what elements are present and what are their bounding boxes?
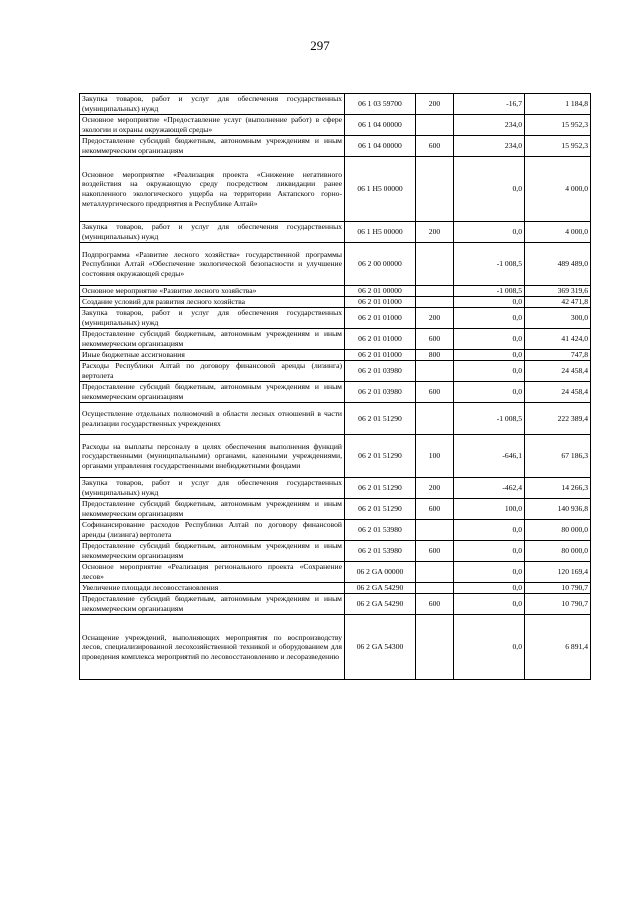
table-row — [80, 499, 591, 520]
table-row — [80, 583, 591, 594]
row-code-cell: 06 2 01 01000 — [345, 308, 416, 329]
row-total-cell: 14 266,3 — [525, 478, 591, 499]
table-row — [80, 478, 591, 499]
row-expense-type-cell — [416, 562, 454, 583]
row-change-cell: -1 008,5 — [454, 403, 525, 435]
row-code-cell: 06 2 GA 54300 — [345, 615, 416, 680]
row-name-cell: Основное мероприятие «Реализация проекта «Снижение негативного воздействия на окружающую среду посредством ликвидации ранее накопленного экологического ущерба на территории Актапского горно-металлургического предприятия в Республике Алтай» — [80, 157, 345, 222]
row-total-cell: 24 458,4 — [525, 361, 591, 382]
row-code-cell: 06 1 04 00000 — [345, 136, 416, 157]
row-code-cell: 06 2 01 53980 — [345, 541, 416, 562]
row-code-cell: 06 1 Н5 00000 — [345, 157, 416, 222]
row-total-cell: 80 000,0 — [525, 520, 591, 541]
table-row — [80, 562, 591, 583]
row-expense-type-cell — [416, 403, 454, 435]
row-total-cell: 300,0 — [525, 308, 591, 329]
table-row — [80, 243, 591, 286]
row-change-cell: 0,0 — [454, 615, 525, 680]
table-row — [80, 594, 591, 615]
row-expense-type-cell: 600 — [416, 382, 454, 403]
row-code-cell: 06 2 GA 54290 — [345, 583, 416, 594]
row-expense-type-cell: 200 — [416, 94, 454, 115]
table-row — [80, 403, 591, 435]
row-expense-type-cell: 600 — [416, 541, 454, 562]
table-row — [80, 115, 591, 136]
row-expense-type-cell: 600 — [416, 329, 454, 350]
table-row — [80, 435, 591, 478]
row-expense-type-cell — [416, 583, 454, 594]
table-row — [80, 157, 591, 222]
page-number: 297 — [310, 38, 330, 53]
row-total-cell: 80 000,0 — [525, 541, 591, 562]
row-total-cell: 120 169,4 — [525, 562, 591, 583]
row-total-cell: 1 184,8 — [525, 94, 591, 115]
row-code-cell: 06 2 01 01000 — [345, 329, 416, 350]
row-code-cell: 06 2 GA 54290 — [345, 594, 416, 615]
row-change-cell: -1 008,5 — [454, 286, 525, 297]
row-expense-type-cell — [416, 243, 454, 286]
row-total-cell: 10 790,7 — [525, 594, 591, 615]
row-name-cell: Подпрограмма «Развитие лесного хозяйства» государственной программы Республики Алтай «Обеспечение экологической безопасности и улучшение состояния окружающей среды» — [80, 243, 345, 286]
row-change-cell: 234,0 — [454, 136, 525, 157]
row-total-cell: 489 489,0 — [525, 243, 591, 286]
row-expense-type-cell — [416, 615, 454, 680]
table-row — [80, 541, 591, 562]
row-expense-type-cell — [416, 115, 454, 136]
row-code-cell: 06 1 Н5 00000 — [345, 222, 416, 243]
row-name-cell: Оснащение учреждений, выполняющих мероприятия по воспроизводству лесов, специализированной лесохозяйственной техникой и оборудованием для проведения комплекса мероприятий по лесовосстановлению и лесоразведению — [80, 615, 345, 680]
budget-table — [79, 93, 591, 680]
row-total-cell: 41 424,0 — [525, 329, 591, 350]
row-name-cell: Основное мероприятие «Развитие лесного хозяйства» — [80, 286, 345, 297]
row-name-cell: Основное мероприятие «Предоставление услуг (выполнение работ) в сфере экологии и охраны окружающей среды» — [80, 115, 345, 136]
table-row — [80, 94, 591, 115]
table-row — [80, 615, 591, 680]
row-expense-type-cell — [416, 157, 454, 222]
row-name-cell: Предоставление субсидий бюджетным, автономным учреждениям и иным некоммерческим организациям — [80, 136, 345, 157]
row-total-cell: 15 952,3 — [525, 136, 591, 157]
row-change-cell: 0,0 — [454, 583, 525, 594]
table-row — [80, 350, 591, 361]
table-row — [80, 382, 591, 403]
row-expense-type-cell — [416, 520, 454, 541]
row-expense-type-cell: 200 — [416, 478, 454, 499]
row-change-cell: 0,0 — [454, 350, 525, 361]
row-total-cell: 4 000,0 — [525, 222, 591, 243]
row-code-cell: 06 2 01 51290 — [345, 478, 416, 499]
row-expense-type-cell: 600 — [416, 594, 454, 615]
row-code-cell: 06 2 01 51290 — [345, 499, 416, 520]
row-code-cell: 06 2 01 00000 — [345, 286, 416, 297]
row-total-cell: 222 389,4 — [525, 403, 591, 435]
row-expense-type-cell: 600 — [416, 136, 454, 157]
row-name-cell: Предоставление субсидий бюджетным, автономным учреждениям и иным некоммерческим организациям — [80, 329, 345, 350]
row-expense-type-cell — [416, 361, 454, 382]
row-name-cell: Предоставление субсидий бюджетным, автономным учреждениям и иным некоммерческим организациям — [80, 499, 345, 520]
row-name-cell: Закупка товаров, работ и услуг для обеспечения государственных (муниципальных) нужд — [80, 94, 345, 115]
row-name-cell: Софинансирование расходов Республики Алтай по договору финансовой аренды (лизинга) вертолета — [80, 520, 345, 541]
table-row — [80, 361, 591, 382]
row-name-cell: Расходы Республики Алтай по договору финансовой аренды (лизинга) вертолета — [80, 361, 345, 382]
row-name-cell: Закупка товаров, работ и услуг для обеспечения государственных (муниципальных) нужд — [80, 222, 345, 243]
row-code-cell: 06 2 01 51290 — [345, 435, 416, 478]
row-expense-type-cell: 200 — [416, 308, 454, 329]
row-code-cell: 06 1 04 00000 — [345, 115, 416, 136]
row-code-cell: 06 2 01 01000 — [345, 350, 416, 361]
row-name-cell: Предоставление субсидий бюджетным, автономным учреждениям и иным некоммерческим организациям — [80, 382, 345, 403]
row-code-cell: 06 2 00 00000 — [345, 243, 416, 286]
row-total-cell: 4 000,0 — [525, 157, 591, 222]
row-code-cell: 06 2 01 03980 — [345, 361, 416, 382]
row-code-cell: 06 2 01 03980 — [345, 382, 416, 403]
row-name-cell: Основное мероприятие «Реализация регионального проекта «Сохранение лесов» — [80, 562, 345, 583]
row-name-cell: Осуществление отдельных полномочий в области лесных отношений в части реализации государственных учреждениях — [80, 403, 345, 435]
row-change-cell: 0,0 — [454, 361, 525, 382]
row-change-cell: 0,0 — [454, 297, 525, 308]
budget-table-body — [80, 94, 591, 680]
row-expense-type-cell — [416, 297, 454, 308]
table-row — [80, 308, 591, 329]
row-expense-type-cell: 800 — [416, 350, 454, 361]
row-change-cell: -16,7 — [454, 94, 525, 115]
table-row — [80, 329, 591, 350]
row-code-cell: 06 2 01 51290 — [345, 403, 416, 435]
row-code-cell: 06 2 GA 00000 — [345, 562, 416, 583]
row-name-cell: Закупка товаров, работ и услуг для обеспечения государственных (муниципальных) нужд — [80, 478, 345, 499]
row-total-cell: 10 790,7 — [525, 583, 591, 594]
row-change-cell: 0,0 — [454, 541, 525, 562]
row-change-cell: 0,0 — [454, 520, 525, 541]
row-code-cell: 06 1 03 59700 — [345, 94, 416, 115]
row-change-cell: 0,0 — [454, 222, 525, 243]
table-row — [80, 286, 591, 297]
row-change-cell: 0,0 — [454, 562, 525, 583]
row-name-cell: Предоставление субсидий бюджетным, автономным учреждениям и иным некоммерческим организациям — [80, 594, 345, 615]
row-total-cell: 67 186,3 — [525, 435, 591, 478]
row-expense-type-cell — [416, 286, 454, 297]
row-change-cell: -1 008,5 — [454, 243, 525, 286]
row-change-cell: -646,1 — [454, 435, 525, 478]
row-expense-type-cell: 100 — [416, 435, 454, 478]
row-name-cell: Закупка товаров, работ и услуг для обеспечения государственных (муниципальных) нужд — [80, 308, 345, 329]
row-expense-type-cell: 200 — [416, 222, 454, 243]
row-code-cell: 06 2 01 01000 — [345, 297, 416, 308]
row-expense-type-cell: 600 — [416, 499, 454, 520]
row-total-cell: 747,8 — [525, 350, 591, 361]
row-change-cell: 0,0 — [454, 308, 525, 329]
row-code-cell: 06 2 01 53980 — [345, 520, 416, 541]
row-name-cell: Расходы на выплаты персоналу в целях обеспечения выполнения функций государственными (муниципальными) органами, казенными учреждениями, органами управления государственными внебюджетными фондами — [80, 435, 345, 478]
row-name-cell: Предоставление субсидий бюджетным, автономным учреждениям и иным некоммерческим организациям — [80, 541, 345, 562]
row-total-cell: 24 458,4 — [525, 382, 591, 403]
row-change-cell: 0,0 — [454, 382, 525, 403]
row-total-cell: 15 952,3 — [525, 115, 591, 136]
row-total-cell: 42 471,8 — [525, 297, 591, 308]
row-total-cell: 369 319,6 — [525, 286, 591, 297]
row-change-cell: 0,0 — [454, 594, 525, 615]
table-row — [80, 136, 591, 157]
table-row — [80, 520, 591, 541]
row-name-cell: Иные бюджетные ассигнования — [80, 350, 345, 361]
table-row — [80, 297, 591, 308]
row-change-cell: 0,0 — [454, 157, 525, 222]
row-change-cell: 234,0 — [454, 115, 525, 136]
row-change-cell: 100,0 — [454, 499, 525, 520]
row-name-cell: Создание условий для развития лесного хозяйства — [80, 297, 345, 308]
row-change-cell: -462,4 — [454, 478, 525, 499]
row-name-cell: Увеличение площади лесовосстановления — [80, 583, 345, 594]
table-row — [80, 222, 591, 243]
row-total-cell: 140 936,8 — [525, 499, 591, 520]
row-total-cell: 6 891,4 — [525, 615, 591, 680]
row-change-cell: 0,0 — [454, 329, 525, 350]
